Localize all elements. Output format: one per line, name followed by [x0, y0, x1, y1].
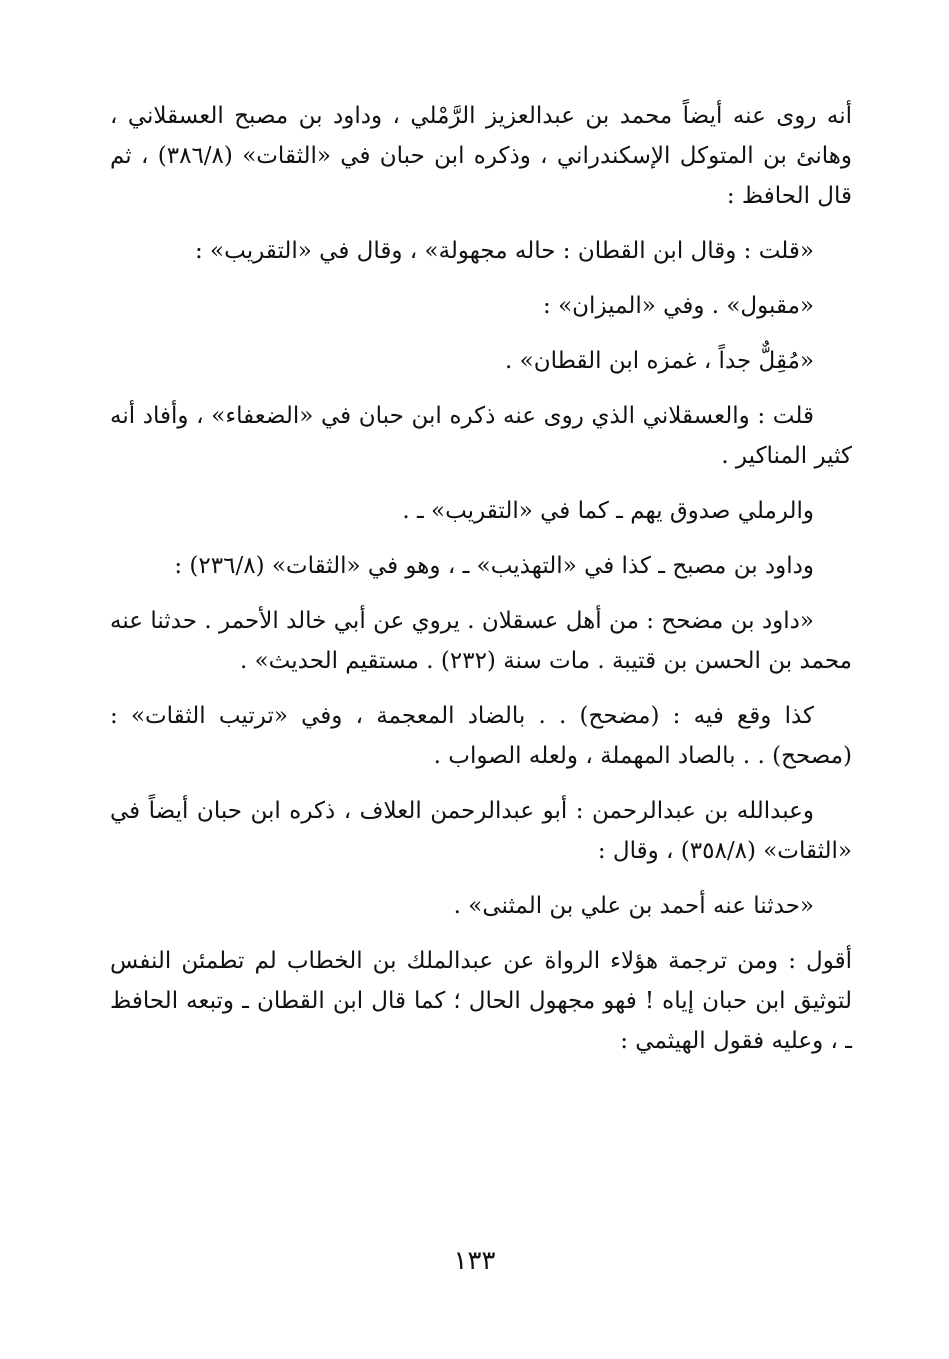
paragraph-6: والرملي صدوق يهم ـ كما في «التقريب» ـ .	[402, 498, 814, 524]
page-number: ١٣٣	[453, 1246, 496, 1276]
paragraph-5: قلت : والعسقلاني الذي روى عنه ذكره ابن حبان في «الضعفاء» ، وأفاد أنه كثير المناكير .	[110, 403, 852, 469]
paragraph-8: «داود بن مضحح : من أهل عسقلان . يروي عن أبي خالد الأحمر . حدثنا عنه محمد بن الحسن بن قتيبة . مات سنة (٢٣٢) . مستقيم الحديث» .	[110, 608, 852, 674]
paragraph-11: «حدثنا عنه أحمد بن علي بن المثنى» .	[453, 893, 814, 919]
paragraph-10: وعبدالله بن عبدالرحمن : أبو عبدالرحمن العلاف ، ذكره ابن حبان أيضاً في «الثقات» (٣٥٨/٨) ، وقال :	[110, 798, 852, 864]
paragraph-3: «مقبول» . وفي «الميزان» :	[543, 293, 814, 319]
paragraph-4: «مُقِلٌّ جداً ، غمزه ابن القطان» .	[505, 348, 814, 374]
paragraph-1: أنه روى عنه أيضاً محمد بن عبدالعزيز الرَّمْلي ، وداود بن مصبح العسقلاني ، وهانئ بن المتوكل الإسكندراني ، وذكره ابن حبان في «الثقات» (٣٨٦/٨) ، ثم قال الحافظ :	[110, 103, 852, 209]
paragraph-2: «قلت : وقال ابن القطان : حاله مجهولة» ، وقال في «التقريب» :	[195, 238, 814, 264]
body-text	[110, 96, 852, 1076]
paragraph-7: وداود بن مصبح ـ كذا في «التهذيب» ـ ، وهو في «الثقات» (٢٣٦/٨) :	[174, 553, 814, 579]
paragraph-12: أقول : ومن ترجمة هؤلاء الرواة عن عبدالملك بن الخطاب لم تطمئن النفس لتوثيق ابن حبان إياه ! فهو مجهول الحال ؛ كما قال ابن القطان ـ وتبعه الحافظ ـ ، وعليه فقول الهيثمي :	[110, 948, 852, 1054]
paragraph-9: كذا وقع فيه : (مضحح) . . بالضاد المعجمة ، وفي «ترتيب الثقات» : (مصحح) . . بالصاد المهملة ، ولعله الصواب .	[110, 703, 852, 769]
